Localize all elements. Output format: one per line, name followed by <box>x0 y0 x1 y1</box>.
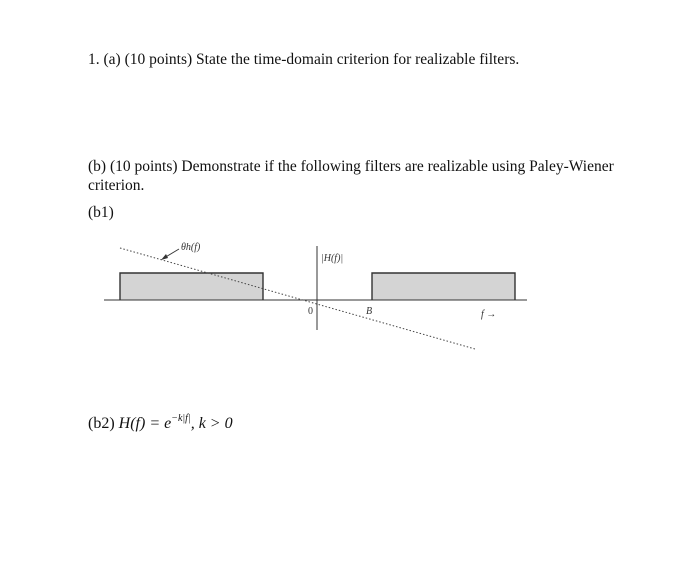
subpart-b2-expression <box>88 414 233 435</box>
subpart-b1-label: (b1) <box>88 204 114 221</box>
origin-label: 0 <box>308 306 313 317</box>
magnitude-label: |H(f)| <box>321 253 344 264</box>
question-1b-text: (b) (10 points) Demonstrate if the following filters are realizable using Paley-Wiener <box>88 158 614 175</box>
b2-condition: , k > 0 <box>190 415 233 432</box>
b2-transfer-function: H(f) <box>118 415 146 432</box>
b2-exponent: −k|f| <box>171 413 191 424</box>
right-passband-rect <box>372 273 515 300</box>
b2-equals-exp: = e <box>145 415 172 432</box>
question-1a-text: 1. (a) (10 points) State the time-domain criterion for realizable filters. <box>88 51 520 68</box>
b2-prefix: (b2) <box>88 415 119 432</box>
phase-label: θh(f) <box>181 242 201 253</box>
cutoff-label: B <box>366 306 373 317</box>
frequency-axis-label: f → <box>481 309 497 320</box>
left-passband-rect <box>120 273 263 300</box>
question-1b-text-continued: criterion. <box>88 177 145 194</box>
phase-label-arrowhead <box>161 254 168 260</box>
